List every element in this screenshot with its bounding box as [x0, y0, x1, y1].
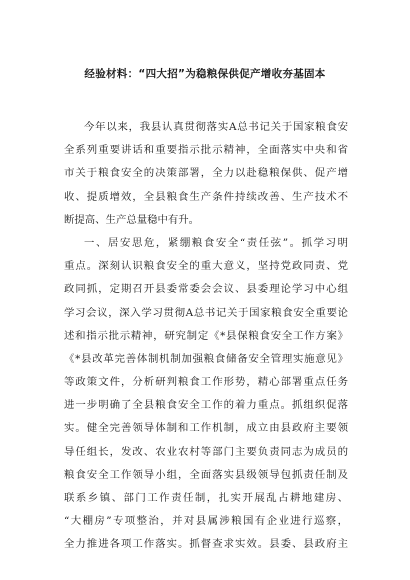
body-line: “大棚房”专项整治，并对县属涉粮国有企业进行巡察，: [64, 515, 348, 528]
body-line: 重点。深刻认识粮食安全的重大意义，坚持党政同责、党: [64, 260, 348, 273]
document-body: [64, 116, 348, 557]
body-line: 全力推进各项工作落实。抓督查求实效。县委、县政府主: [64, 538, 348, 551]
body-line: 全系列重要讲话和重要指示批示精神，全面落实中央和省: [64, 144, 348, 157]
body-line: 市关于粮食安全的决策部署，全力以赴稳粮保供、促产增: [64, 167, 348, 180]
body-line: 述和指示批示精神，研究制定《*县保粮食安全工作方案》: [64, 329, 348, 342]
body-line: 进一步明确了全县粮食安全工作的着力重点。抓组织促落: [64, 399, 348, 412]
body-line: 今年以来，我县认真贯彻落实A总书记关于国家粮食安: [84, 121, 348, 133]
body-line: 实。健全完善领导体制和工作机制，成立由县政府主要领: [64, 422, 348, 435]
body-line: 断提高、生产总量稳中有升。: [64, 213, 200, 226]
body-line: 等政策文件，分析研判粮食工作形势，精心部署重点任务: [64, 376, 348, 389]
body-line: 一、居安思危，紧绷粮食安全“责任弦”。抓学习明: [84, 236, 348, 249]
body-line: 导任组长，发改、农业农村等部门主要负责同志为成员的: [64, 445, 348, 458]
document-title: 经验材料：“四大招”为稳粮保供促产增收夯基固本: [84, 68, 326, 80]
body-line: 学习会议，深入学习贯彻A总书记关于国家粮食安全重要论: [64, 306, 348, 319]
body-line: 政同抓，定期召开县委常委会会议、县委理论学习中心组: [64, 283, 348, 296]
body-line: 联系乡镇、部门工作责任制，扎实开展乱占耕地建房、: [64, 492, 348, 504]
body-line: 粮食安全工作领导小组，全面落实县级领导包抓责任制及: [64, 468, 348, 481]
body-line: 《*县改革完善体制机制加强粮食储备安全管理实施意见》: [64, 352, 348, 365]
body-line: 收、提质增效，全县粮食生产条件持续改善、生产技术不: [64, 190, 348, 203]
